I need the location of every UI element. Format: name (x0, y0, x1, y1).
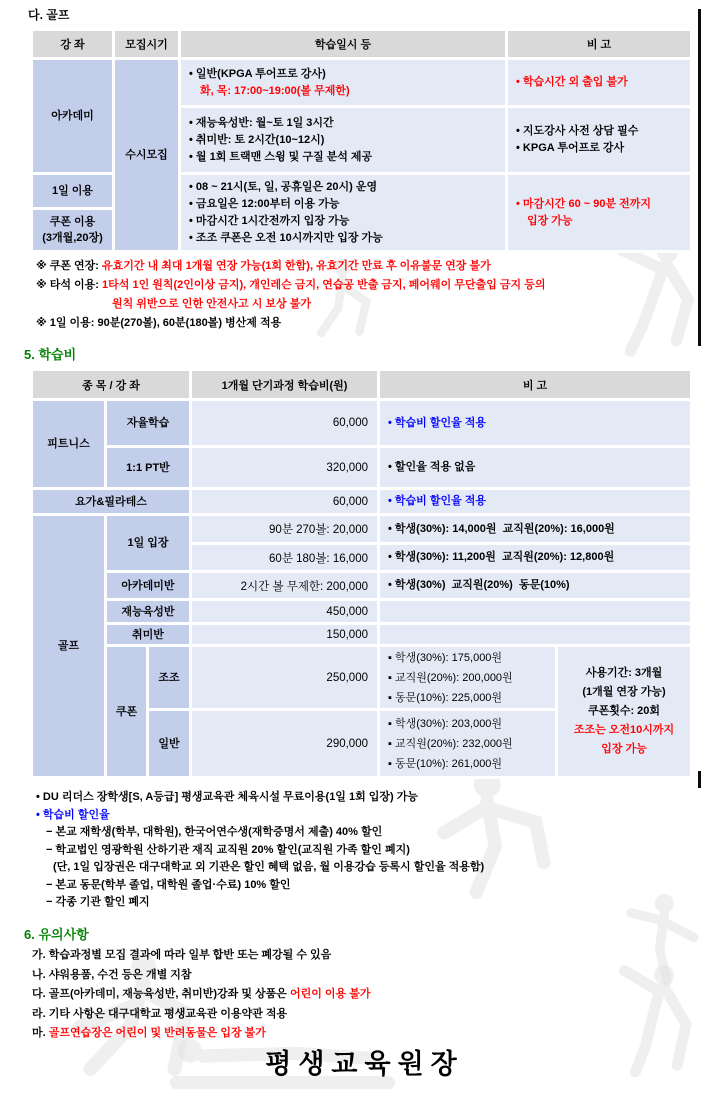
header-course: 강 좌 (32, 30, 114, 59)
early-coupon-fee-cell: 250,000 (191, 646, 379, 710)
schedule-line: • 금요일은 12:00부터 이용 가능 (189, 197, 340, 210)
discount-line: ▪ 동문(10%): 225,000원 (388, 691, 503, 704)
header-fee: 1개월 단기과정 학습비(원) (191, 370, 379, 400)
header-recruit: 모집시기 (114, 30, 180, 59)
talent-class-label-cell: 재능육성반 (106, 600, 191, 624)
note-line-red: • 학습시간 외 출입 불가 (516, 76, 628, 88)
section-title-notice: 6. 유의사항 (24, 927, 89, 942)
general-coupon-fee-cell: 290,000 (191, 710, 379, 778)
note-line: • 할인율 적용 없음 (388, 461, 476, 473)
note-line-red: 입장 가능 (527, 214, 573, 227)
schedule-line: • 취미반: 토 2시간(10~12시) (189, 133, 325, 146)
note-line-red: • 마감시간 60 ~ 90분 전까지 (516, 197, 652, 210)
coupon-label-cell: 쿠폰 (106, 646, 148, 778)
discount-line: ▪ 동문(10%): 261,000원 (388, 757, 503, 770)
discount-line: ▪ 교직원(20%): 200,000원 (388, 671, 513, 684)
notice-list (32, 946, 370, 1044)
note-line: • 학생(30%): 11,200원 교직원(20%): 12,800원 (388, 551, 615, 563)
daily60-fee-cell: 60분 180볼: 16,000 (191, 544, 379, 572)
talent-class-note-cell (379, 600, 692, 624)
notice-item (32, 985, 370, 1005)
notice-item: 나. 샤워용품, 수건 등은 개별 지참 (32, 968, 192, 981)
schedule-line: • 재능육성반: 월~토 1일 3시간 (189, 116, 334, 129)
note-line: − 본교 재학생(학부, 대학원), 한국어연수생(재학증명서 제출) 40% 할인 (46, 826, 383, 838)
footnote-label: ※ 타석 이용: (36, 279, 99, 291)
golf-schedule-table (30, 28, 693, 253)
general-coupon-label-cell: 일반 (148, 710, 191, 778)
section-heading-golf: 다. 골프 (28, 8, 70, 22)
hobby-class-note-cell (379, 624, 692, 646)
table-header-row (32, 370, 692, 400)
schedule-line: • 조조 쿠폰은 오전 10시까지만 입장 가능 (189, 231, 383, 244)
scan-artifact-line (698, 9, 701, 346)
daily-use-label-cell: 1일 이용 (32, 174, 114, 209)
yoga-fee-cell: 60,000 (191, 489, 379, 515)
fee-table (30, 368, 693, 779)
hobby-class-fee-cell: 150,000 (191, 624, 379, 646)
notice-red-text: 어린이 이용 불가 (289, 988, 371, 1000)
footnote-text: 90분(270볼), 60분(180볼) 병산제 적용 (97, 317, 282, 329)
yoga-label-cell: 요가&필라테스 (32, 489, 191, 515)
label-line: 쿠폰 이용 (49, 216, 96, 228)
talent-class-fee-cell: 450,000 (191, 600, 379, 624)
notice-text: 마. (32, 1027, 49, 1039)
footnote-red-text: 유효기간 내 최대 1개월 연장 가능(1회 한함), 유효기간 만료 후 이유불문 연장 불가 (102, 260, 491, 272)
fitness-label-cell: 피트니스 (32, 400, 106, 489)
discount-notes (36, 789, 484, 912)
academy-class-note-cell (379, 572, 692, 600)
footnote-line (36, 276, 545, 295)
header-schedule: 학습일시 등 (180, 30, 507, 59)
footnote-label: ※ 쿠폰 연장: (36, 260, 99, 272)
footnote-line (36, 257, 545, 276)
note-line: • 학생(30%) 교직원(20%) 동문(10%) (388, 579, 570, 591)
discount-line: ▪ 교직원(20%): 232,000원 (388, 737, 513, 750)
daily-coupon-note-cell (507, 174, 692, 252)
note-line: • 학생(30%): 14,000원 교직원(20%): 16,000원 (388, 522, 615, 535)
schedule-line: • 08 ~ 21시(토, 일, 공휴일은 20시) 운영 (189, 180, 378, 193)
academy-classes-note-cell (507, 107, 692, 174)
note-line: − 본교 동문(학부 졸업, 대학원 졸업·수료) 10% 할인 (46, 878, 291, 891)
notice-red-text: 골프연습장은 어린이 및 반려동물은 입장 불가 (48, 1027, 266, 1039)
label-line: (3개월,20장) (42, 232, 103, 244)
early-coupon-label-cell: 조조 (148, 646, 191, 710)
usage-line: (1개월 연장 가능) (582, 686, 666, 698)
table-row (32, 624, 692, 646)
self-study-fee-cell: 60,000 (191, 400, 379, 447)
table-row (32, 646, 692, 710)
note-line: • 지도강사 사전 상담 필수 (516, 125, 639, 137)
usage-line: 사용기간: 3개월 (585, 667, 663, 679)
section-title-fees: 5. 학습비 (24, 347, 77, 362)
note-line-blue: • 학습비 할인율 (36, 808, 110, 821)
academy-label-cell: 아카데미 (32, 59, 114, 174)
academy-classes-schedule-cell (180, 107, 507, 174)
schedule-line: • 월 1회 트랙맨 스윙 및 구질 분석 제공 (189, 150, 373, 163)
table-row (32, 400, 692, 447)
notice-item: 가. 학습과정별 모집 결과에 따라 일부 합반 또는 폐강될 수 있음 (32, 949, 332, 961)
footnote-red-text: 1타석 1인 원칙(2인이상 금지), 개인레슨 금지, 연습공 반출 금지, 페어웨이 무단출입 금지 등의 (102, 279, 546, 291)
table-row (32, 515, 692, 544)
daily-entry-label-cell: 1일 입장 (106, 515, 191, 572)
early-coupon-note-cell (379, 646, 557, 710)
yoga-note-cell (379, 489, 692, 515)
daily90-note-cell (379, 515, 692, 544)
recruit-value-cell: 수시모집 (114, 59, 180, 252)
note-line-blue: • 학습비 할인율 적용 (388, 495, 487, 507)
coupon-use-label-cell (32, 209, 114, 252)
notice-item (32, 1024, 370, 1044)
table-row (32, 59, 692, 107)
table-row (32, 600, 692, 624)
table-row (32, 489, 692, 515)
discount-line: ▪ 학생(30%): 203,000원 (388, 717, 503, 730)
academy-general-note-cell (507, 59, 692, 107)
daily-coupon-schedule-cell (180, 174, 507, 252)
scan-artifact-line (698, 771, 701, 788)
usage-line-red: 입장 가능 (601, 743, 647, 755)
coupon-usage-cell (557, 646, 692, 778)
pt-note-cell (379, 447, 692, 489)
self-study-note-cell (379, 400, 692, 447)
pt-label-cell: 1:1 PT반 (106, 447, 191, 489)
schedule-line-red: 화, 목: 17:00~19:00(볼 무제한) (200, 84, 350, 97)
footnote-label: ※ 1일 이용: (36, 317, 95, 329)
table-header-row (32, 30, 692, 59)
discount-line: ▪ 학생(30%): 175,000원 (388, 651, 503, 664)
note-line-blue: • 학습비 할인율 적용 (388, 416, 487, 429)
note-line: − 각종 기관 할인 폐지 (46, 896, 150, 908)
academy-class-label-cell: 아카데미반 (106, 572, 191, 600)
note-line: (단, 1일 입장권은 대구대학교 외 기관은 할인 혜택 없음, 월 이용강습 등록시 할인율 적용함) (53, 861, 485, 873)
footnote-line-wrap: 원칙 위반으로 인한 안전사고 시 보상 불가 (112, 298, 311, 310)
table-row (32, 447, 692, 489)
note-line: • DU 리더스 장학생[S, A등급] 평생교육관 체육시설 무료이용(1일 1회 입장) 가능 (36, 791, 419, 803)
header-note: 비 고 (507, 30, 692, 59)
header-note: 비 고 (379, 370, 692, 400)
general-coupon-note-cell (379, 710, 557, 778)
usage-line: 쿠폰횟수: 20회 (587, 705, 661, 717)
hobby-class-label-cell: 취미반 (106, 624, 191, 646)
watermark-golfer-icon (596, 236, 709, 358)
notice-item: 라. 기타 사항은 대구대학교 평생교육관 이용약관 적용 (32, 1007, 288, 1020)
schedule-line: • 일반(KPGA 투어프로 강사) (189, 67, 326, 80)
header-course: 종 목 / 강 좌 (32, 370, 191, 400)
schedule-footnotes (36, 257, 545, 333)
daily90-fee-cell: 90분 270볼: 20,000 (191, 515, 379, 544)
notice-text: 다. 골프(아카데미, 재능육성반, 취미반)강좌 및 상품은 (32, 988, 290, 1000)
golf-label-cell: 골프 (32, 515, 106, 778)
daily60-note-cell (379, 544, 692, 572)
schedule-line: • 마감시간 1시간전까지 입장 가능 (189, 214, 350, 227)
signature-title: 평생교육원장 (265, 1049, 464, 1079)
note-line: − 학교법인 영광학원 산하기관 재직 교직원 20% 할인(교직원 가족 할인 폐지) (46, 843, 410, 856)
academy-class-fee-cell: 2시간 볼 무제한: 200,000 (191, 572, 379, 600)
usage-line-red: 조조는 오전10시까지 (573, 724, 675, 736)
pt-fee-cell: 320,000 (191, 447, 379, 489)
table-row (32, 572, 692, 600)
academy-general-schedule-cell (180, 59, 507, 107)
self-study-label-cell: 자율학습 (106, 400, 191, 447)
note-line: • KPGA 투어프로 강사 (516, 142, 625, 154)
footnote-line (36, 314, 545, 333)
